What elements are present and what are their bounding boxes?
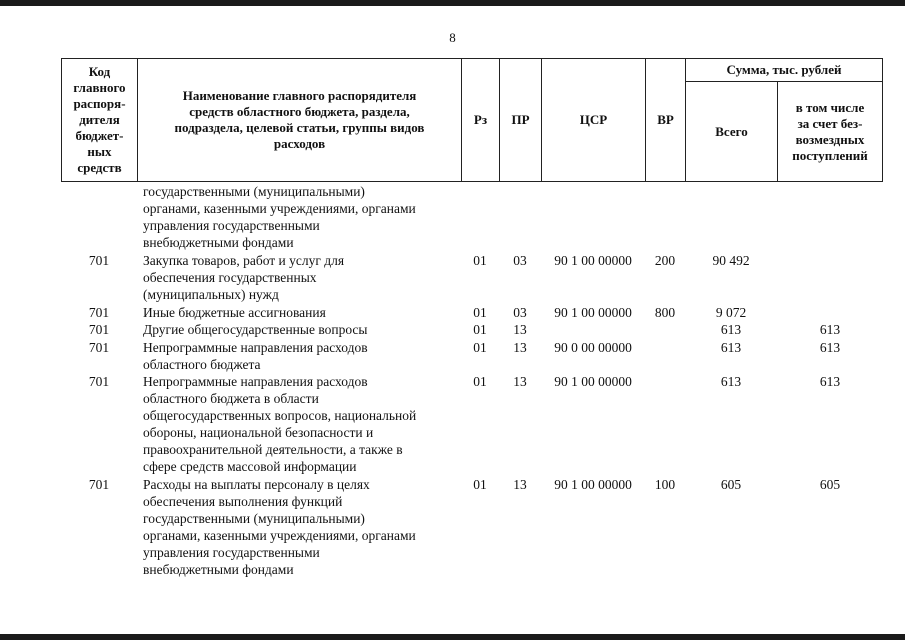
cell-name: Расходы на выплаты персоналу в целях обеспечения выполнения функций государственными (муниципальными) органами, казенными учреждениями, органами управления государственными внебюджетными фондами (143, 477, 416, 577)
cell-rz: 01 (473, 477, 487, 492)
header-pr: ПР (511, 112, 530, 127)
cell-total: 90 492 (712, 253, 750, 268)
cell-name: государственными (муниципальными) органами, казенными учреждениями, органами управления государственными внебюджетными фондами (143, 184, 416, 250)
cell-total: 613 (720, 340, 742, 355)
cell-rz: 01 (473, 305, 487, 320)
cell-free: 613 (819, 374, 841, 389)
cell-vr: 200 (654, 253, 676, 268)
cell-csr: 90 0 00 00000 (554, 340, 632, 355)
header-name: Наименование главного распорядителя средств областного бюджета, раздела, подраздела, целевой статьи, группы видов расходов (174, 88, 425, 151)
cell-rz: 01 (473, 374, 487, 389)
cell-code: 701 (88, 253, 110, 268)
cell-name: Другие общегосударственные вопросы (143, 322, 368, 337)
cell-rz: 01 (473, 253, 487, 268)
cell-total: 613 (720, 374, 742, 389)
cell-code: 701 (88, 322, 110, 337)
cell-name: Закупка товаров, работ и услуг для обеспечения государственных (муниципальных) нужд (143, 253, 345, 302)
header-total: Всего (715, 123, 748, 139)
cell-total: 605 (720, 477, 742, 492)
cell-pr: 13 (513, 340, 527, 355)
cell-pr: 13 (513, 477, 527, 492)
page-number: 8 (449, 30, 456, 45)
cell-vr: 800 (654, 305, 676, 320)
cell-csr: 90 1 00 00000 (554, 477, 632, 492)
cell-vr: 100 (654, 477, 676, 492)
cell-code: 701 (88, 477, 110, 492)
cell-code: 701 (88, 305, 110, 320)
cell-name: Непрограммные направления расходов областного бюджета в области общегосударственных вопросов, национальной обороны, национальной безопасности и правоохранительной деятельности, а также в сфере средств массовой информации (143, 374, 417, 474)
cell-rz: 01 (473, 340, 487, 355)
cell-total: 613 (720, 322, 742, 337)
cell-csr: 90 1 00 00000 (554, 305, 632, 320)
cell-rz: 01 (473, 322, 487, 337)
cell-total: 9 072 (715, 305, 747, 320)
cell-code: 701 (88, 374, 110, 389)
header-rz: Рз (473, 112, 488, 127)
cell-name: Непрограммные направления расходов областного бюджета (143, 340, 368, 372)
table-header (61, 58, 883, 182)
cell-pr: 13 (513, 374, 527, 389)
header-free: в том числе за счет без- возмездных поступлений (792, 99, 868, 163)
cell-csr: 90 1 00 00000 (554, 253, 632, 268)
cell-name: Иные бюджетные ассигнования (143, 305, 326, 320)
header-sum: Сумма, тыс. рублей (726, 62, 842, 77)
header-csr: ЦСР (579, 112, 608, 127)
header-code: Код главного распоря- дителя бюджет- ных средств (73, 64, 126, 175)
cell-free: 605 (819, 477, 841, 492)
cell-free: 613 (819, 322, 841, 337)
header-vr: ВР (657, 112, 674, 127)
bottom-border (0, 634, 905, 640)
cell-csr: 90 1 00 00000 (554, 374, 632, 389)
cell-pr: 03 (513, 305, 527, 320)
cell-free: 613 (819, 340, 841, 355)
cell-code: 701 (88, 340, 110, 355)
top-border (0, 0, 905, 6)
cell-pr: 13 (513, 322, 527, 337)
cell-pr: 03 (513, 253, 527, 268)
